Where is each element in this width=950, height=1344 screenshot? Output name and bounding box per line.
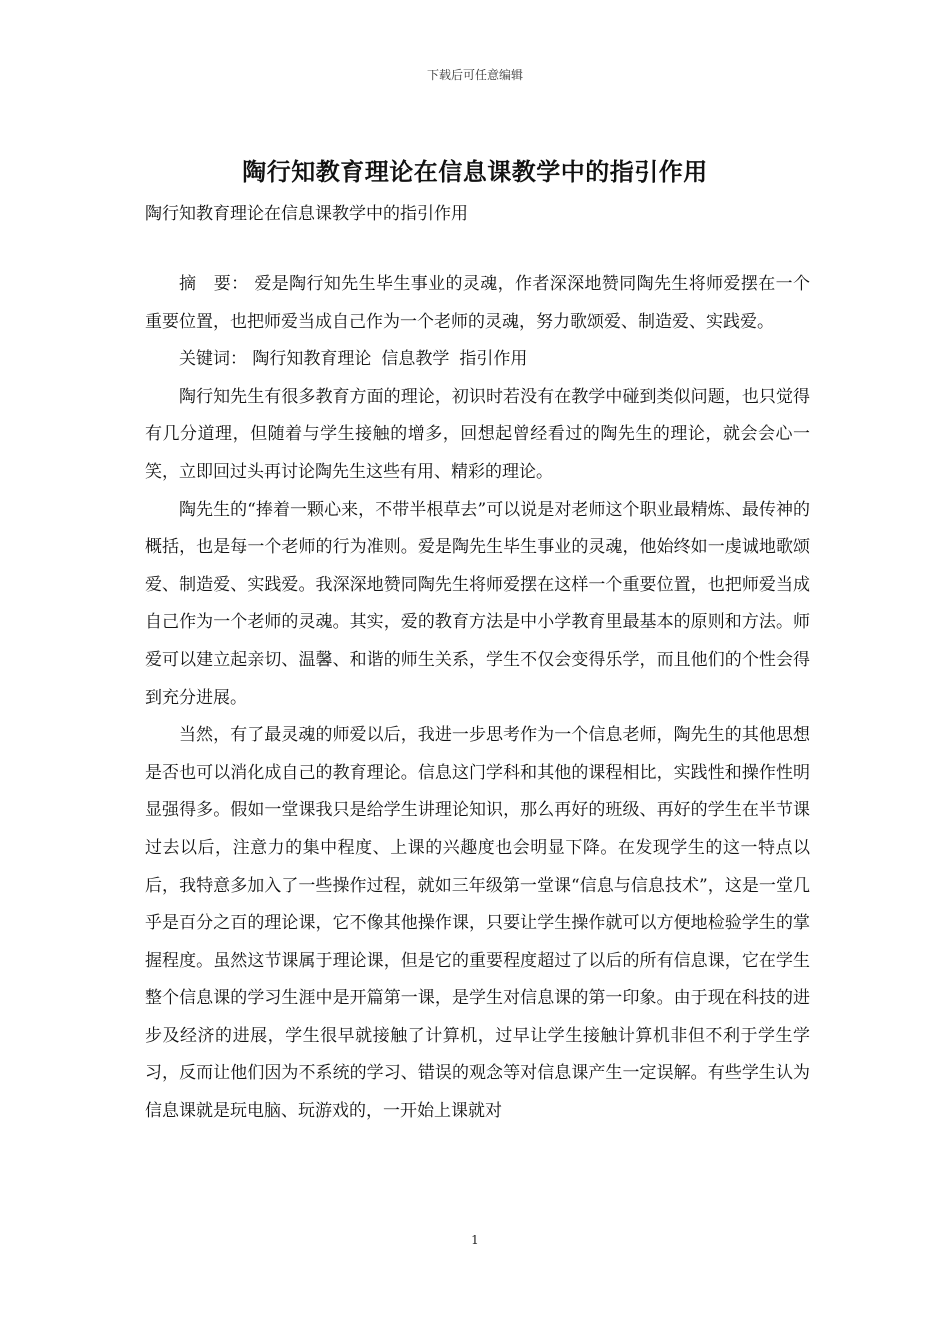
abstract-text: 爱是陶行知先生毕生事业的灵魂，作者深深地赞同陶先生将师爱摆在一个重要位置，也把师爱当成自己作为一个老师的灵魂，努力歌颂爱、制造爱、实践爱。 (145, 274, 811, 332)
page-header: 下载后可任意编辑 (426, 68, 523, 82)
keywords-label: 关键词： (179, 349, 247, 370)
body-paragraph: 陶先生的“捧着一颗心来，不带半根草去”可以说是对老师这个职业最精炼、最传神的概括，也是每一个老师的行为准则。爱是陶先生毕生事业的灵魂，他始终如一虔诚地歌颂爱、制造爱、实践爱。我深深地赞同陶先生将师爱摆在这样一个重要位置，也把师爱当成自己作为一个老师的灵魂。其实，爱的教育方法是中小学教育里最基本的原则和方法。师爱可以建立起亲切、温馨、和谐的师生关系，学生不仅会变得乐学，而且他们的个性会得到充分进展。 (145, 499, 810, 708)
keyword-item: 陶行知教育理论 (252, 349, 372, 370)
document-subtitle: 陶行知教育理论在信息课教学中的指引作用 (145, 204, 468, 224)
document-title: 陶行知教育理论在信息课教学中的指引作用 (242, 157, 708, 186)
keywords-paragraph (145, 341, 810, 379)
abstract-paragraph (145, 266, 810, 341)
abstract-label: 摘 要： (179, 274, 249, 294)
keyword-item: 信息教学 (381, 349, 450, 370)
keyword-item: 指引作用 (459, 349, 528, 370)
body-paragraph: 陶行知先生有很多教育方面的理论，初识时若没有在教学中碰到类似问题，也只觉得有几分道理，但随着与学生接触的增多，回想起曾经看过的陶先生的理论，就会会心一笑，立即回过头再讨论陶先生这些有用、精彩的理论。 (145, 386, 810, 482)
page-number: 1 (471, 1233, 479, 1247)
document-body (145, 266, 810, 1131)
body-paragraph: 当然，有了最灵魂的师爱以后，我进一步思考作为一个信息老师，陶先生的其他思想是否也可以消化成自己的教育理论。信息这门学科和其他的课程相比，实践性和操作性明显强得多。假如一堂课我只是给学生讲理论知识，那么再好的班级、再好的学生在半节课过去以后，注意力的集中程度、上课的兴趣度也会明显下降。在发现学生的这一特点以后，我特意多加入了一些操作过程，就如三年级第一堂课“信息与信息技术”，这是一堂几乎是百分之百的理论课，它不像其他操作课，只要让学生操作就可以方便地检验学生的掌握程度。虽然这节课属于理论课，但是它的重要程度超过了以后的所有信息课，它在学生整个信息课的学习生涯中是开篇第一课，是学生对信息课的第一印象。由于现在科技的进步及经济的进展，学生很早就接触了计算机，过早让学生接触计算机非但不利于学生学习，反而让他们因为不系统的学习、错误的观念等对信息课产生一定误解。有些学生认为信息课就是玩电脑、玩游戏的，一开始上课就对 (145, 725, 810, 1122)
